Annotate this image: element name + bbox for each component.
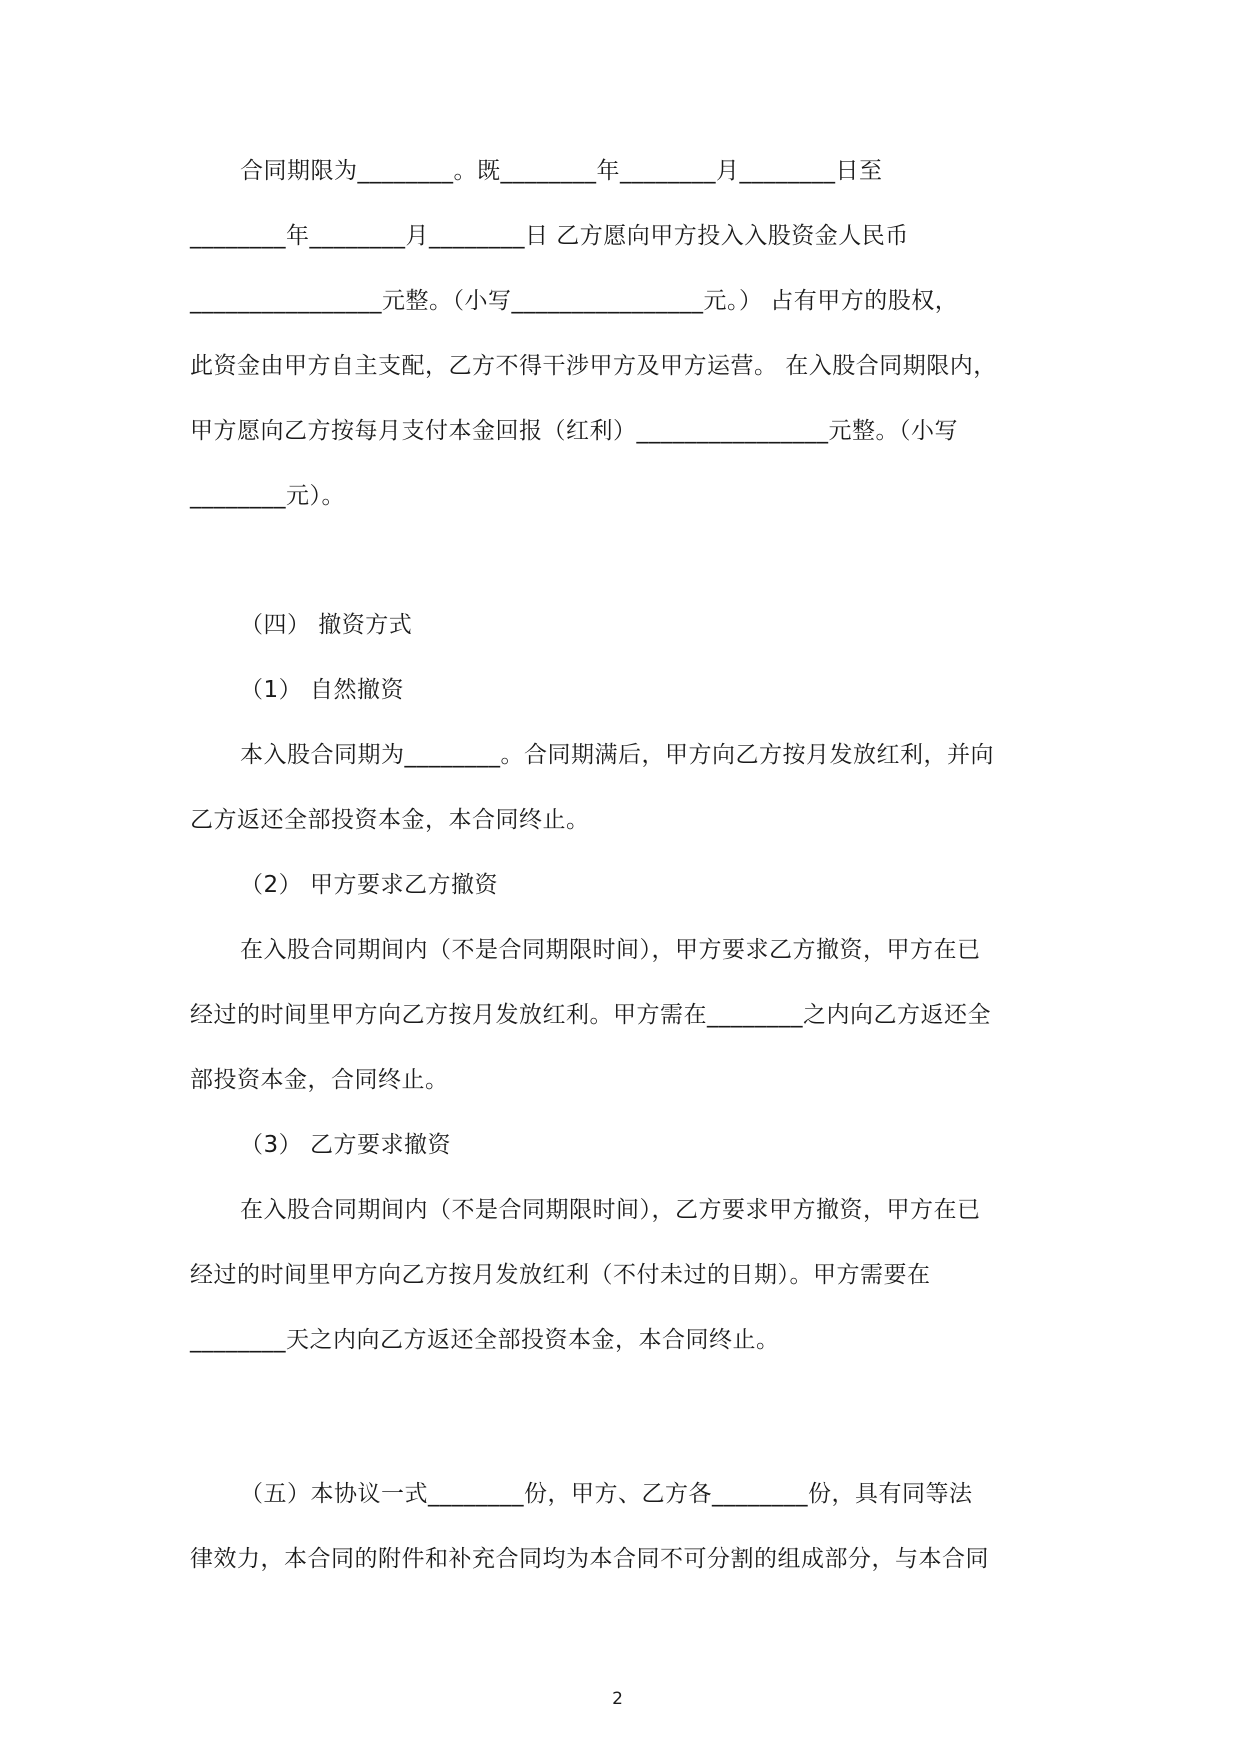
subsection-heading: （3） 乙方要求撤资: [240, 1132, 451, 1158]
section-heading: （四） 撤资方式: [240, 612, 413, 638]
text-line: 此资金由甲方自主支配，乙方不得干涉甲方及甲方运营。 在入股合同期限内，: [190, 353, 997, 379]
text-line: 在入股合同期间内（不是合同期限时间），甲方要求乙方撤资，甲方在已: [240, 937, 981, 963]
text-line: ________元）。: [190, 483, 345, 509]
text-line: 在入股合同期间内（不是合同期限时间），乙方要求甲方撤资，甲方在已: [240, 1197, 981, 1223]
text-line: ________天之内向乙方返还全部投资本金，本合同终止。: [190, 1327, 780, 1353]
text-line: 部投资本金，合同终止。: [190, 1067, 449, 1093]
section-heading: （五）本协议一式________份，甲方、乙方各________份，具有同等法: [240, 1481, 973, 1507]
text-line: 经过的时间里甲方向乙方按月发放红利。甲方需在________之内向乙方返还全: [190, 1002, 991, 1028]
subsection-heading: （2） 甲方要求乙方撤资: [240, 872, 498, 898]
text-line: ________________元整。（小写________________元。） 占有甲方的股权，: [190, 288, 959, 314]
text-line: 甲方愿向乙方按每月支付本金回报（红利）________________元整。（小写: [190, 418, 958, 444]
page-number: 2: [612, 1689, 623, 1709]
text-line: 本入股合同期为________。合同期满后，甲方向乙方按月发放红利，并向: [240, 742, 994, 768]
subsection-heading: （1） 自然撤资: [240, 677, 404, 703]
text-line: 合同期限为________。既________年________月________日至: [240, 158, 883, 184]
text-line: 经过的时间里甲方向乙方按月发放红利（不付未过的日期）。甲方需要在: [190, 1262, 931, 1288]
text-line: ________年________月________日 乙方愿向甲方投入入股资金人民币: [190, 223, 909, 249]
text-line: 律效力，本合同的附件和补充合同均为本合同不可分割的组成部分，与本合同: [190, 1546, 989, 1572]
text-line: 乙方返还全部投资本金，本合同终止。: [190, 807, 590, 833]
